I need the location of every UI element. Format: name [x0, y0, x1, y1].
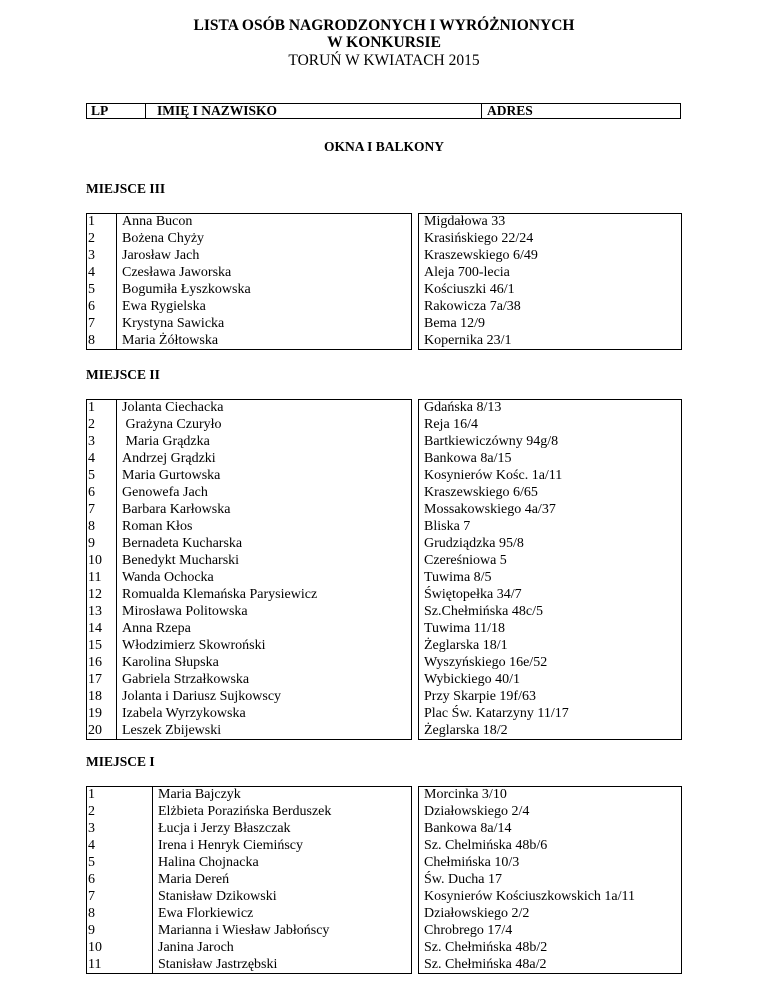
table-row	[0, 854, 768, 871]
header-divider	[145, 104, 146, 118]
table-row	[0, 332, 768, 349]
person-name: Roman Kłos	[122, 519, 193, 534]
table-row	[0, 586, 768, 603]
document-title: LISTA OSÓB NAGRODZONYCH I WYRÓŻNIONYCH	[193, 17, 575, 34]
row-number: 2	[88, 417, 95, 432]
table-row	[0, 637, 768, 654]
address-cell: Mossakowskiego 4a/37	[424, 502, 556, 517]
row-number: 13	[88, 604, 102, 619]
address-cell: Sz.Chełmińska 48c/5	[424, 604, 543, 619]
header-divider	[481, 104, 482, 118]
table-row	[0, 264, 768, 281]
row-number: 11	[88, 957, 102, 972]
address-cell: Św. Ducha 17	[424, 872, 503, 887]
header-address: ADRES	[487, 103, 533, 118]
person-name: Jarosław Jach	[122, 248, 200, 263]
row-number: 4	[88, 451, 95, 466]
row-number: 7	[88, 889, 95, 904]
address-cell: Bliska 7	[424, 519, 471, 534]
person-name: Grażyna Czuryło	[122, 417, 222, 432]
address-cell: Tuwima 11/18	[424, 621, 506, 636]
section-label: MIEJSCE I	[86, 754, 155, 769]
row-number: 5	[88, 855, 95, 870]
row-number: 6	[88, 872, 95, 887]
header-lp: LP	[91, 103, 109, 118]
person-name: Genowefa Jach	[122, 485, 208, 500]
row-number: 6	[88, 485, 95, 500]
table-row	[0, 247, 768, 264]
address-cell: Migdałowa 33	[424, 214, 506, 229]
table-row	[0, 501, 768, 518]
row-number: 1	[88, 214, 95, 229]
person-name: Elżbieta Porazińska Berduszek	[158, 804, 332, 819]
table-row	[0, 569, 768, 586]
address-cell: Działowskiego 2/2	[424, 906, 530, 921]
table-row	[0, 213, 768, 230]
row-number: 7	[88, 502, 95, 517]
person-name: Karolina Słupska	[122, 655, 219, 670]
person-name: Jolanta Ciechacka	[122, 400, 224, 415]
table-row	[0, 315, 768, 332]
address-cell: Czereśniowa 5	[424, 553, 507, 568]
person-name: Barbara Karłowska	[122, 502, 231, 517]
address-cell: Reja 16/4	[424, 417, 479, 432]
person-name: Maria Bajczyk	[158, 787, 241, 802]
table-row	[0, 450, 768, 467]
person-name: Łucja i Jerzy Błaszczak	[158, 821, 291, 836]
table-row	[0, 230, 768, 247]
person-name: Ewa Rygielska	[122, 299, 206, 314]
address-cell: Przy Skarpie 19f/63	[424, 689, 536, 704]
table-row	[0, 871, 768, 888]
table-row	[0, 603, 768, 620]
person-name: Maria Grądzka	[122, 434, 210, 449]
table-row	[0, 939, 768, 956]
row-number: 8	[88, 333, 95, 348]
table-row	[0, 956, 768, 973]
person-name: Benedykt Mucharski	[122, 553, 240, 568]
category-heading: OKNA I BALKONY	[323, 139, 445, 154]
person-name: Gabriela Strzałkowska	[122, 672, 250, 687]
row-number: 7	[88, 316, 95, 331]
address-cell: Krasińskiego 22/24	[424, 231, 534, 246]
contest-name: TORUŃ W KWIATACH 2015	[288, 52, 480, 69]
row-number: 18	[88, 689, 102, 704]
row-number: 6	[88, 299, 95, 314]
row-number: 11	[88, 570, 102, 585]
table-row	[0, 298, 768, 315]
person-name: Maria Żółtowska	[122, 333, 219, 348]
person-name: Andrzej Grądzki	[122, 451, 216, 466]
person-name: Anna Rzepa	[122, 621, 191, 636]
table-row	[0, 922, 768, 939]
address-cell: Świętopełka 34/7	[424, 587, 522, 602]
address-cell: Działowskiego 2/4	[424, 804, 530, 819]
address-cell: Sz. Chełmińska 48b/2	[424, 940, 548, 955]
table-row	[0, 705, 768, 722]
table-row	[0, 433, 768, 450]
table-row	[0, 518, 768, 535]
table-row	[0, 888, 768, 905]
row-number: 8	[88, 519, 95, 534]
address-cell: Aleja 700-lecia	[424, 265, 510, 280]
row-number: 5	[88, 282, 95, 297]
address-cell: Żeglarska 18/2	[424, 723, 508, 738]
person-name: Bernadeta Kucharska	[122, 536, 243, 551]
address-cell: Kosynierów Kośc. 1a/11	[424, 468, 563, 483]
person-name: Mirosława Politowska	[122, 604, 248, 619]
address-cell: Sz. Chełmińska 48a/2	[424, 957, 547, 972]
row-number: 12	[88, 587, 102, 602]
address-cell: Kopernika 23/1	[424, 333, 512, 348]
person-name: Halina Chojnacka	[158, 855, 259, 870]
address-cell: Bartkiewiczówny 94g/8	[424, 434, 559, 449]
document-subtitle: W KONKURSIE	[327, 34, 441, 51]
row-number: 3	[88, 248, 95, 263]
table-row	[0, 803, 768, 820]
table-row	[0, 905, 768, 922]
row-number: 4	[88, 838, 95, 853]
table-row	[0, 281, 768, 298]
row-number: 15	[88, 638, 102, 653]
person-name: Jolanta i Dariusz Sujkowscy	[122, 689, 282, 704]
address-cell: Sz. Chelmińska 48b/6	[424, 838, 548, 853]
person-name: Janina Jaroch	[158, 940, 234, 955]
address-cell: Kraszewskiego 6/65	[424, 485, 538, 500]
row-number: 17	[88, 672, 102, 687]
person-name: Wanda Ochocka	[122, 570, 214, 585]
row-number: 20	[88, 723, 102, 738]
table-row	[0, 620, 768, 637]
row-number: 4	[88, 265, 95, 280]
address-cell: Wybickiego 40/1	[424, 672, 520, 687]
address-cell: Tuwima 8/5	[424, 570, 492, 585]
table-row	[0, 399, 768, 416]
person-name: Krystyna Sawicka	[122, 316, 225, 331]
person-name: Ewa Florkiewicz	[158, 906, 254, 921]
row-number: 5	[88, 468, 95, 483]
person-name: Bogumiła Łyszkowska	[122, 282, 251, 297]
section-label: MIEJSCE II	[86, 367, 160, 382]
table-row	[0, 820, 768, 837]
row-number: 8	[88, 906, 95, 921]
row-number: 3	[88, 434, 95, 449]
person-name: Izabela Wyrzykowska	[122, 706, 246, 721]
row-number: 2	[88, 804, 95, 819]
table-row	[0, 535, 768, 552]
section-label: MIEJSCE III	[86, 181, 166, 196]
row-number: 9	[88, 536, 95, 551]
person-name: Bożena Chyży	[122, 231, 205, 246]
row-number: 1	[88, 400, 95, 415]
table-row	[0, 467, 768, 484]
row-number: 19	[88, 706, 102, 721]
header-name: IMIĘ I NAZWISKO	[157, 103, 278, 118]
table-row	[0, 688, 768, 705]
table-row	[0, 654, 768, 671]
person-name: Stanisław Jastrzębski	[158, 957, 278, 972]
person-name: Włodzimierz Skowroński	[122, 638, 266, 653]
address-cell: Bankowa 8a/15	[424, 451, 512, 466]
address-cell: Grudziądzka 95/8	[424, 536, 524, 551]
address-cell: Morcinka 3/10	[424, 787, 507, 802]
row-number: 3	[88, 821, 95, 836]
address-cell: Bema 12/9	[424, 316, 486, 331]
row-number: 14	[88, 621, 102, 636]
person-name: Irena i Henryk Ciemińscy	[158, 838, 304, 853]
person-name: Maria Gurtowska	[122, 468, 221, 483]
column-header-row	[86, 103, 681, 119]
person-name: Leszek Zbijewski	[122, 723, 222, 738]
address-cell: Gdańska 8/13	[424, 400, 502, 415]
row-number: 10	[88, 553, 102, 568]
table-row	[0, 837, 768, 854]
table-row	[0, 722, 768, 739]
person-name: Marianna i Wiesław Jabłońscy	[158, 923, 330, 938]
address-cell: Wyszyńskiego 16e/52	[424, 655, 548, 670]
address-cell: Chrobrego 17/4	[424, 923, 513, 938]
person-name: Czesława Jaworska	[122, 265, 232, 280]
address-cell: Żeglarska 18/1	[424, 638, 508, 653]
table-row	[0, 484, 768, 501]
table-row	[0, 552, 768, 569]
address-cell: Plac Św. Katarzyny 11/17	[424, 706, 569, 721]
row-number: 2	[88, 231, 95, 246]
row-number: 16	[88, 655, 102, 670]
person-name: Stanisław Dzikowski	[158, 889, 277, 904]
table-row	[0, 416, 768, 433]
person-name: Anna Bucon	[122, 214, 193, 229]
row-number: 10	[88, 940, 102, 955]
table-row	[0, 786, 768, 803]
row-number: 9	[88, 923, 95, 938]
address-cell: Kościuszki 46/1	[424, 282, 515, 297]
address-cell: Chełmińska 10/3	[424, 855, 520, 870]
person-name: Maria Dereń	[158, 872, 230, 887]
address-cell: Rakowicza 7a/38	[424, 299, 521, 314]
address-cell: Kraszewskiego 6/49	[424, 248, 538, 263]
person-name: Romualda Klemańska Parysiewicz	[122, 587, 318, 602]
address-cell: Bankowa 8a/14	[424, 821, 512, 836]
table-row	[0, 671, 768, 688]
address-cell: Kosynierów Kościuszkowskich 1a/11	[424, 889, 636, 904]
row-number: 1	[88, 787, 95, 802]
